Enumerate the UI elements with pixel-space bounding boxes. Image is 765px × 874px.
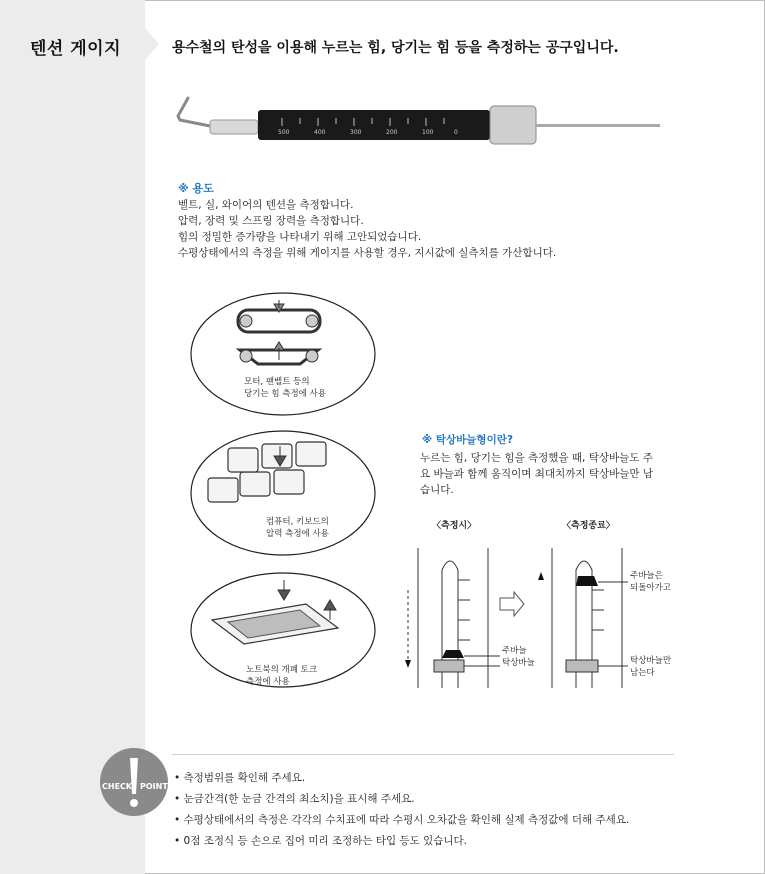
- gauge-rod: [536, 124, 660, 127]
- caption-line: 노트북의 개폐 토크: [246, 665, 318, 675]
- gauge-hook: [178, 98, 210, 126]
- right-diagram-note-bottom: [630, 655, 671, 679]
- extra-needle-description: 누르는 힘, 당기는 힘을 측정했을 때, 탁상바늘도 주요 바늘과 함께 움직이며 최대치까지 탁상바늘만 남습니다.: [420, 452, 654, 496]
- page-headline: 용수철의 탄성을 이용해 누르는 힘, 당기는 힘 등을 측정하는 공구입니다.: [172, 40, 619, 56]
- sidebar: [0, 0, 145, 874]
- checkpoint-item: • 측정범위를 확인해 주세요.: [174, 772, 306, 784]
- caption-line: 압력 측정에 사용: [266, 529, 329, 539]
- checkpoint-badge-right: POINT: [140, 782, 168, 791]
- usage-line: 수평상태에서의 측정을 위해 게이지를 사용할 경우, 지시값에 실측치를 가산합니다.: [178, 247, 557, 259]
- measuring-label: 〈측정시〉: [432, 521, 477, 531]
- extra-needle-title: ※ 탁상바늘형이란?: [422, 434, 513, 446]
- checkpoint-list: [174, 768, 629, 852]
- keyboard-caption: [266, 516, 329, 540]
- gauge-scale-label: 300: [350, 129, 362, 136]
- note-line: 남는다: [630, 668, 655, 678]
- checkpoint-item: • 수평상태에서의 측정은 각각의 수치표에 따라 수평시 오차값을 확인해 실제 측정값에 더해 주세요.: [174, 814, 630, 826]
- tension-gauge-image: [170, 88, 670, 168]
- sidebar-arrow: [145, 28, 159, 60]
- belt-caption: [244, 376, 326, 400]
- usage-line: 힘의 정밀한 증가량을 나타내기 위해 고안되었습니다.: [178, 231, 422, 243]
- sidebar-title: 텐션 게이지: [30, 39, 122, 59]
- caption-line: 당기는 힘 측정에 사용: [244, 389, 327, 399]
- gauge-scale-label: 500: [278, 129, 290, 136]
- laptop-caption: [246, 664, 317, 688]
- gauge-scale-label: 400: [314, 129, 326, 136]
- note-line: 주바늘은: [630, 571, 663, 581]
- note-line: 주바늘: [502, 646, 527, 656]
- checkpoint-item: • 눈금간격(한 눈금 간격의 최소치)을 표시해 주세요.: [174, 793, 415, 805]
- usage-list: [178, 197, 556, 261]
- checkpoint-item: • 0점 조정식 등 손으로 집어 미리 조정하는 타입 등도 있습니다.: [174, 835, 468, 847]
- left-diagram-note: [502, 645, 535, 669]
- section-divider: [172, 754, 674, 755]
- right-diagram-note-top: [630, 570, 671, 594]
- gauge-scale-label: 100: [422, 129, 434, 136]
- measurement-end-label: 〈측정종료〉: [562, 521, 615, 531]
- note-line: 탁상바늘: [502, 658, 535, 668]
- usage-title: ※ 용도: [178, 182, 214, 195]
- note-line: 되돌아가고: [630, 583, 672, 593]
- usage-line: 압력, 장력 및 스프링 장력을 측정합니다.: [178, 215, 364, 227]
- gauge-scale-label: 200: [386, 129, 398, 136]
- checkpoint-badge-left: CHECK: [102, 782, 133, 791]
- caption-line: 컴퓨터, 키보드의: [266, 517, 329, 527]
- gauge-cap: [490, 106, 536, 144]
- gauge-scale-label: 0: [454, 129, 458, 136]
- usage-line: 벨트, 실, 와이어의 텐션을 측정합니다.: [178, 199, 354, 211]
- gauge-nose: [210, 120, 258, 134]
- note-line: 탁상바늘만: [630, 656, 672, 666]
- caption-line: 측정에 사용: [246, 677, 290, 687]
- caption-line: 모터, 팬벨트 등의: [244, 377, 310, 387]
